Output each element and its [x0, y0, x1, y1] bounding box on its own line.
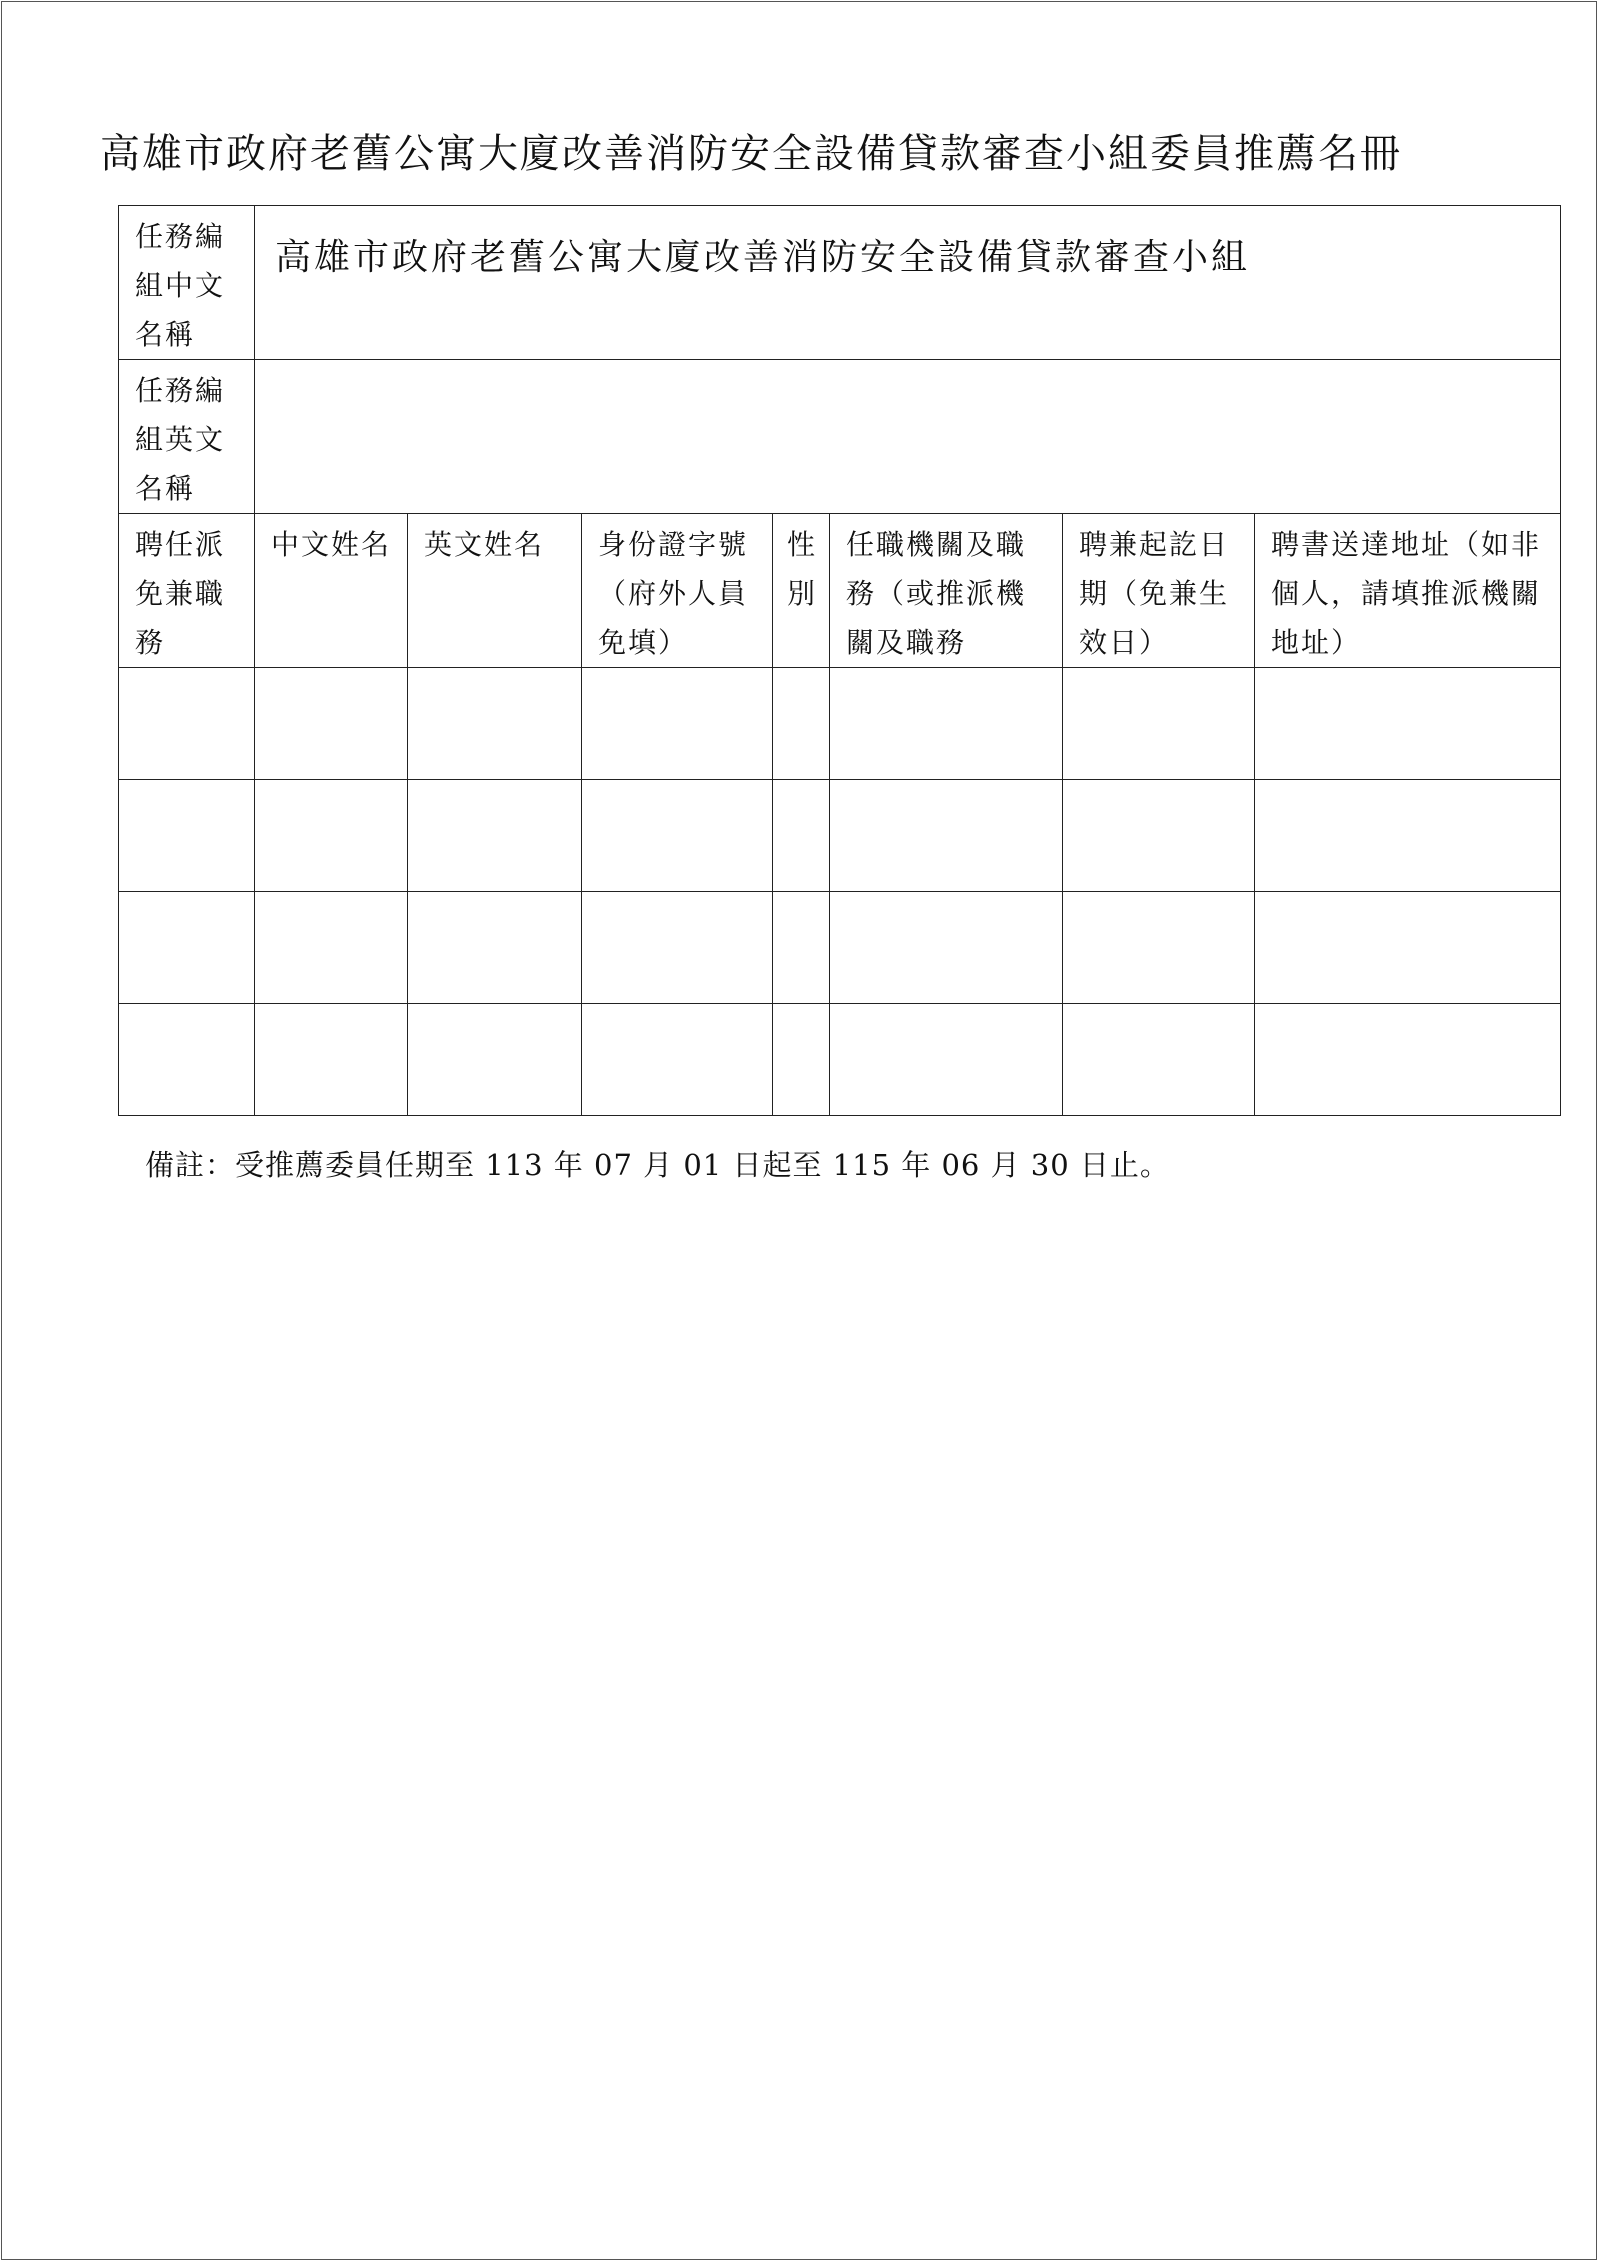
table-cell: [1063, 668, 1255, 780]
table-cell: [582, 780, 773, 892]
table-row: [119, 892, 1561, 1004]
table-row: [119, 668, 1561, 780]
remarks-footnote: 備註：受推薦委員任期至 113 年 07 月 01 日起至 115 年 06 月 30 日止。: [145, 1148, 1170, 1182]
table-cell: [408, 892, 582, 1004]
table-cell: [773, 780, 830, 892]
table-cell: [1063, 780, 1255, 892]
document-title: 高雄市政府老舊公寓大廈改善消防安全設備貸款審查小組委員推薦名冊: [100, 131, 1402, 177]
table-cell: [1255, 1004, 1561, 1116]
table-cell: [119, 892, 255, 1004]
table-cell: [119, 668, 255, 780]
task-group-zh-value: 高雄市政府老舊公寓大廈改善消防安全設備貸款審查小組: [255, 206, 1561, 360]
table-cell: [582, 1004, 773, 1116]
table-header-row: [119, 514, 1561, 668]
header-english-name: 英文姓名: [408, 514, 582, 668]
header-agency-position: 任職機關及職務（或推派機關及職務: [830, 514, 1063, 668]
table-cell: [773, 892, 830, 1004]
header-appointment-role: 聘任派免兼職務: [119, 514, 255, 668]
header-appointment-dates: 聘兼起訖日期（免兼生效日）: [1063, 514, 1255, 668]
header-gender: 性別: [773, 514, 830, 668]
table-cell: [830, 1004, 1063, 1116]
table-cell: [255, 1004, 408, 1116]
table-cell: [1255, 780, 1561, 892]
table-cell: [408, 780, 582, 892]
table-cell: [830, 668, 1063, 780]
header-chinese-name: 中文姓名: [255, 514, 408, 668]
table-cell: [255, 668, 408, 780]
table-cell: [582, 892, 773, 1004]
table-cell: [1063, 892, 1255, 1004]
table-cell: [408, 1004, 582, 1116]
table-cell: [255, 892, 408, 1004]
task-group-en-label: 任務編組英文名稱: [119, 360, 255, 514]
table-cell: [408, 668, 582, 780]
table-cell: [582, 668, 773, 780]
task-group-zh-row: [119, 206, 1561, 360]
table-row: [119, 1004, 1561, 1116]
table-cell: [1255, 668, 1561, 780]
task-group-zh-label: 任務編組中文名稱: [119, 206, 255, 360]
header-id-number: 身份證字號（府外人員免填）: [582, 514, 773, 668]
task-group-en-value: [255, 360, 1561, 514]
table-cell: [830, 780, 1063, 892]
table-cell: [1063, 1004, 1255, 1116]
table-cell: [1255, 892, 1561, 1004]
table-cell: [830, 892, 1063, 1004]
table-cell: [119, 780, 255, 892]
nomination-form-table: [118, 205, 1561, 1116]
table-row: [119, 780, 1561, 892]
table-cell: [773, 1004, 830, 1116]
table-cell: [255, 780, 408, 892]
table-cell: [773, 668, 830, 780]
header-delivery-address: 聘書送達地址（如非個人，請填推派機關地址）: [1255, 514, 1561, 668]
table-cell: [119, 1004, 255, 1116]
task-group-en-row: [119, 360, 1561, 514]
